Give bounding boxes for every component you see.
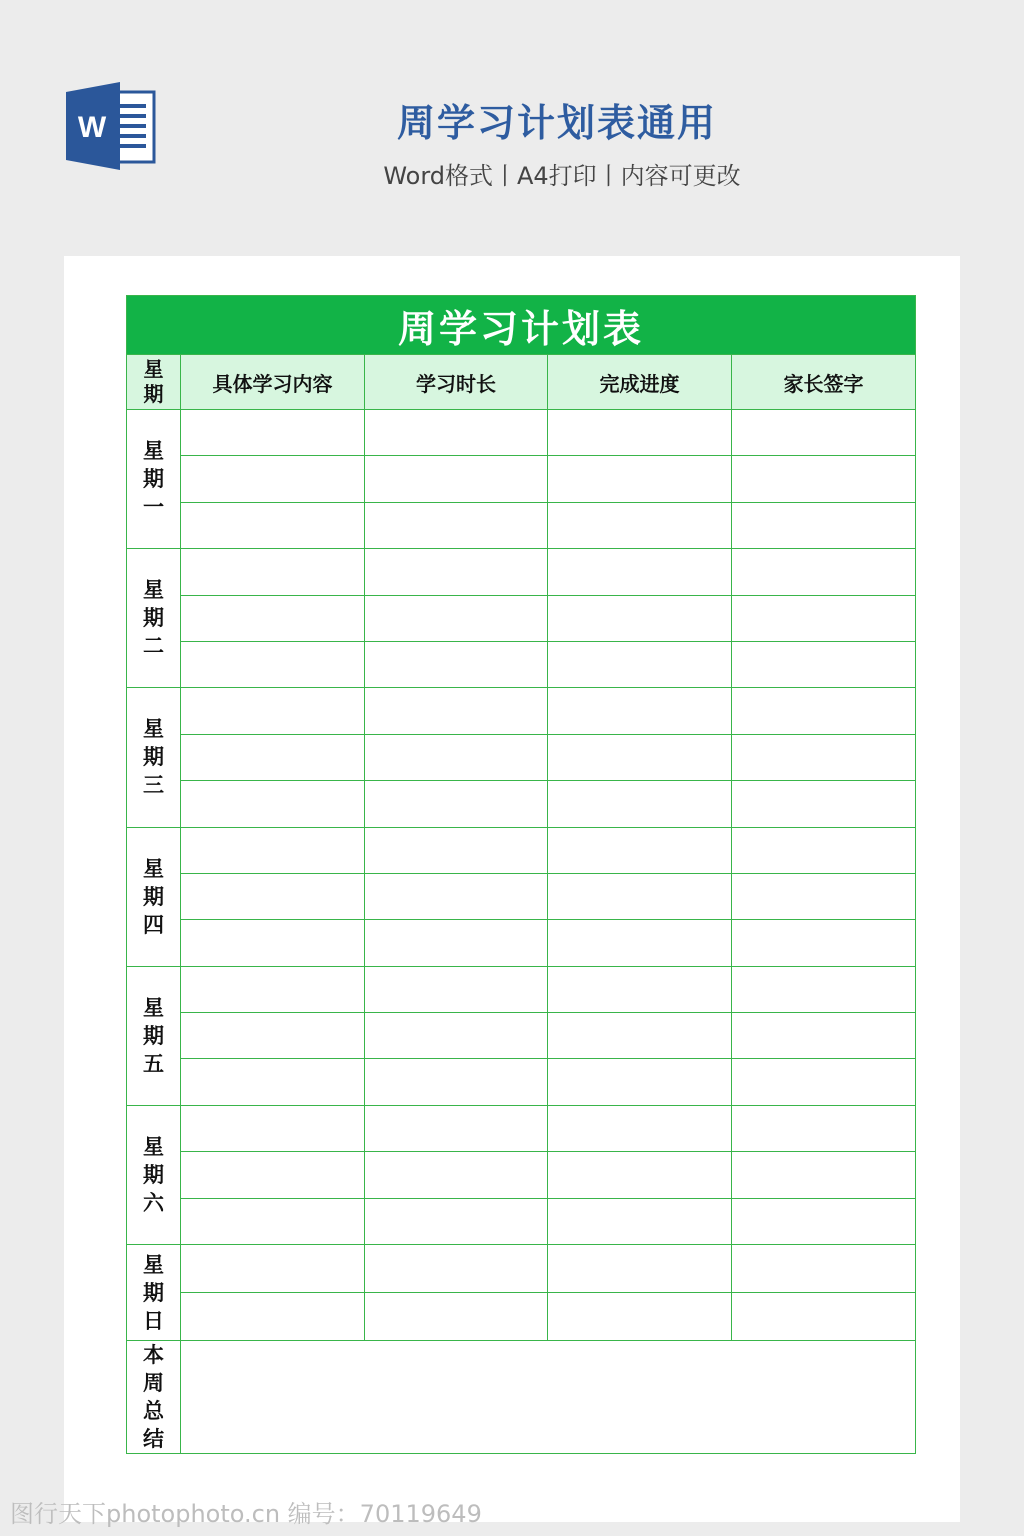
logo-letter: W <box>77 111 107 144</box>
summary-cell[interactable] <box>181 1341 916 1454</box>
signature-cell[interactable] <box>732 920 916 966</box>
summary-label: 本周总结 <box>127 1341 181 1454</box>
progress-cell[interactable] <box>548 641 732 687</box>
table-row <box>127 1152 916 1198</box>
header-signature: 家长签字 <box>732 355 916 410</box>
duration-cell[interactable] <box>365 920 548 966</box>
progress-cell[interactable] <box>548 1013 732 1059</box>
duration-cell[interactable] <box>365 1245 548 1293</box>
duration-cell[interactable] <box>365 549 548 595</box>
duration-cell[interactable] <box>365 873 548 919</box>
signature-cell[interactable] <box>732 1013 916 1059</box>
table-row <box>127 641 916 687</box>
study-plan-table <box>126 295 916 1454</box>
progress-cell[interactable] <box>548 595 732 641</box>
day-label-thursday: 星期四 <box>127 827 181 966</box>
signature-cell[interactable] <box>732 410 916 456</box>
table-row <box>127 456 916 502</box>
duration-cell[interactable] <box>365 502 548 548</box>
table-row <box>127 920 916 966</box>
progress-cell[interactable] <box>548 549 732 595</box>
content-cell[interactable] <box>181 827 365 873</box>
content-cell[interactable] <box>181 1105 365 1151</box>
duration-cell[interactable] <box>365 1105 548 1151</box>
content-cell[interactable] <box>181 1152 365 1198</box>
signature-cell[interactable] <box>732 873 916 919</box>
header-content: 具体学习内容 <box>181 355 365 410</box>
signature-cell[interactable] <box>732 1198 916 1244</box>
signature-cell[interactable] <box>732 688 916 734</box>
header-day: 星期 <box>127 355 181 410</box>
header-duration: 学习时长 <box>365 355 548 410</box>
signature-cell[interactable] <box>732 549 916 595</box>
summary-row <box>127 1341 916 1454</box>
signature-cell[interactable] <box>732 641 916 687</box>
signature-cell[interactable] <box>732 966 916 1012</box>
table-title-row <box>127 296 916 355</box>
signature-cell[interactable] <box>732 456 916 502</box>
day-label-wednesday: 星期三 <box>127 688 181 827</box>
watermark: 图行天下photophoto.cn 编号：70119649 <box>10 1500 482 1528</box>
duration-cell[interactable] <box>365 781 548 827</box>
content-cell[interactable] <box>181 1293 365 1341</box>
progress-cell[interactable] <box>548 920 732 966</box>
signature-cell[interactable] <box>732 1245 916 1293</box>
progress-cell[interactable] <box>548 1059 732 1105</box>
progress-cell[interactable] <box>548 410 732 456</box>
table-row <box>127 827 916 873</box>
signature-cell[interactable] <box>732 734 916 780</box>
signature-cell[interactable] <box>732 502 916 548</box>
day-label-tuesday: 星期二 <box>127 549 181 688</box>
progress-cell[interactable] <box>548 873 732 919</box>
duration-cell[interactable] <box>365 1293 548 1341</box>
header-progress: 完成进度 <box>548 355 732 410</box>
content-cell[interactable] <box>181 456 365 502</box>
duration-cell[interactable] <box>365 827 548 873</box>
content-cell[interactable] <box>181 549 365 595</box>
table-row <box>127 873 916 919</box>
table-row <box>127 1059 916 1105</box>
signature-cell[interactable] <box>732 1059 916 1105</box>
table-row <box>127 549 916 595</box>
table-row <box>127 1105 916 1151</box>
table-row <box>127 966 916 1012</box>
content-cell[interactable] <box>181 1013 365 1059</box>
table-row <box>127 1245 916 1293</box>
signature-cell[interactable] <box>732 827 916 873</box>
content-cell[interactable] <box>181 1059 365 1105</box>
page-title: 周学习计划表通用 <box>396 101 717 145</box>
content-cell[interactable] <box>181 966 365 1012</box>
progress-cell[interactable] <box>548 1198 732 1244</box>
table-row <box>127 1013 916 1059</box>
duration-cell[interactable] <box>365 1013 548 1059</box>
content-cell[interactable] <box>181 734 365 780</box>
table-row <box>127 734 916 780</box>
duration-cell[interactable] <box>365 641 548 687</box>
progress-cell[interactable] <box>548 1293 732 1341</box>
content-cell[interactable] <box>181 1245 365 1293</box>
table-row <box>127 410 916 456</box>
progress-cell[interactable] <box>548 456 732 502</box>
progress-cell[interactable] <box>548 1105 732 1151</box>
content-cell[interactable] <box>181 410 365 456</box>
table-row <box>127 1198 916 1244</box>
duration-cell[interactable] <box>365 456 548 502</box>
content-cell[interactable] <box>181 502 365 548</box>
duration-cell[interactable] <box>365 1198 548 1244</box>
duration-cell[interactable] <box>365 1059 548 1105</box>
table-row <box>127 1293 916 1341</box>
duration-cell[interactable] <box>365 966 548 1012</box>
day-label-sunday: 星期日 <box>127 1245 181 1341</box>
day-label-monday: 星期一 <box>127 410 181 549</box>
duration-cell[interactable] <box>365 595 548 641</box>
duration-cell[interactable] <box>365 410 548 456</box>
signature-cell[interactable] <box>732 1105 916 1151</box>
content-cell[interactable] <box>181 920 365 966</box>
duration-cell[interactable] <box>365 734 548 780</box>
content-cell[interactable] <box>181 595 365 641</box>
content-cell[interactable] <box>181 873 365 919</box>
table-header-row <box>127 355 916 410</box>
duration-cell[interactable] <box>365 1152 548 1198</box>
content-cell[interactable] <box>181 1198 365 1244</box>
table-row <box>127 781 916 827</box>
content-cell[interactable] <box>181 781 365 827</box>
progress-cell[interactable] <box>548 502 732 548</box>
table-row <box>127 595 916 641</box>
progress-cell[interactable] <box>548 734 732 780</box>
table-row <box>127 688 916 734</box>
signature-cell[interactable] <box>732 1152 916 1198</box>
content-cell[interactable] <box>181 688 365 734</box>
progress-cell[interactable] <box>548 1152 732 1198</box>
signature-cell[interactable] <box>732 1293 916 1341</box>
signature-cell[interactable] <box>732 781 916 827</box>
progress-cell[interactable] <box>548 688 732 734</box>
duration-cell[interactable] <box>365 688 548 734</box>
progress-cell[interactable] <box>548 966 732 1012</box>
table-row <box>127 502 916 548</box>
progress-cell[interactable] <box>548 781 732 827</box>
table-title: 周学习计划表 <box>127 296 916 355</box>
progress-cell[interactable] <box>548 827 732 873</box>
signature-cell[interactable] <box>732 595 916 641</box>
day-label-friday: 星期五 <box>127 966 181 1105</box>
page-subtitle: Word格式丨A4打印丨内容可更改 <box>383 162 741 190</box>
day-label-saturday: 星期六 <box>127 1105 181 1244</box>
content-cell[interactable] <box>181 641 365 687</box>
progress-cell[interactable] <box>548 1245 732 1293</box>
